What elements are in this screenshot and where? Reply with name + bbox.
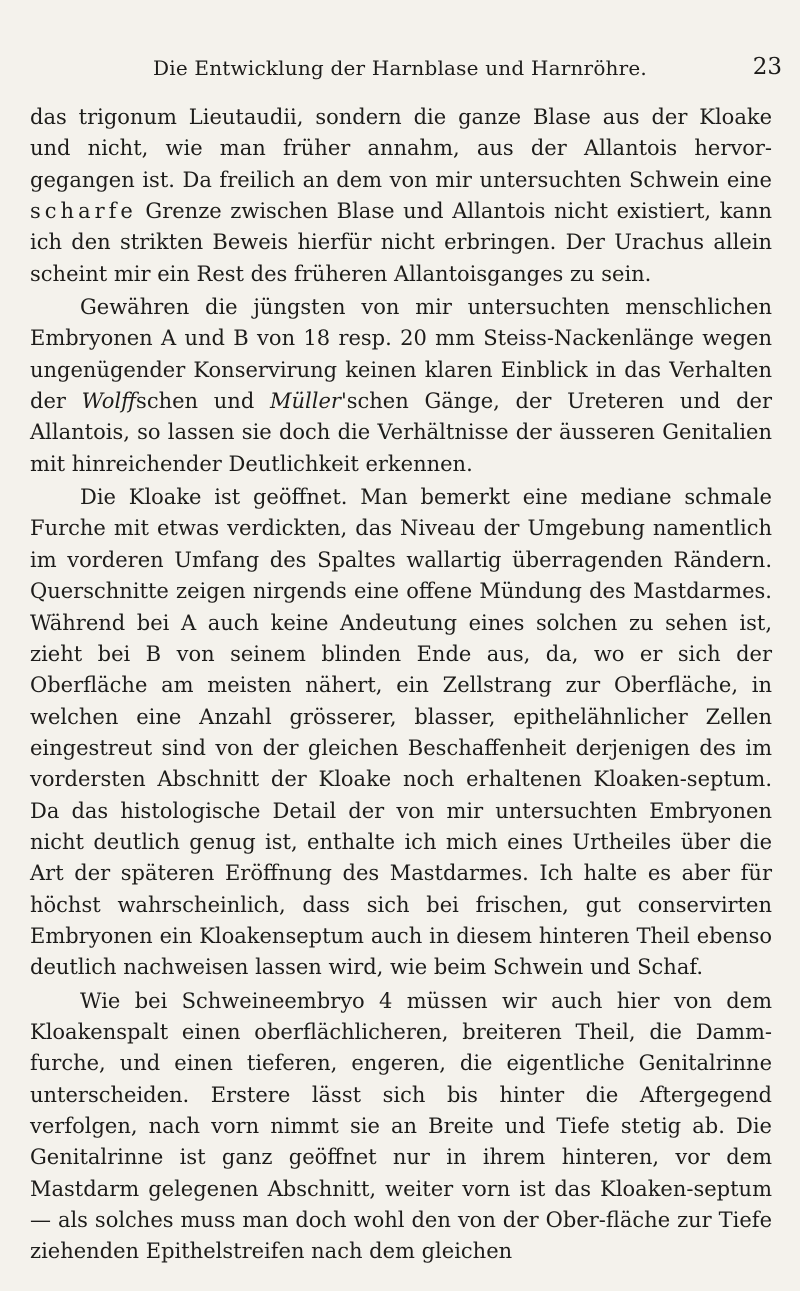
paragraph-2-name-mueller: Müller bbox=[270, 389, 341, 414]
paragraph-4: Wie bei Schweineembryo 4 müssen wir auch hier von dem Kloakenspalt einen oberflächlicheren, breiteren Theil, die Damm-furche, und einen tieferen, engeren, die eigentliche Genitalrinne unterscheiden. Erstere lässt sich bis hinter die Aftergegend verfolgen, nach vorn nimmt sie an Breite und Tiefe stetig ab. Die Genitalrinne ist ganz geöffnet nur in ihrem hinteren, vor dem Mastdarm gelegenen Abschnitt, weiter vorn ist das Kloaken-septum — als solches muss man doch wohl den von der Ober-fläche zur Tiefe ziehenden Epithelstreifen nach dem gleichen bbox=[30, 988, 772, 1264]
paragraph-1-text-a: das trigonum Lieutaudii, sondern die ganze Blase aus der Kloake und nicht, wie man früher annahm, aus der Allantois hervor-gegangen ist. Da freilich an dem von mir untersuchten Schwein eine bbox=[30, 105, 772, 192]
body-text bbox=[30, 102, 772, 1268]
running-head bbox=[0, 56, 800, 86]
page-number: 23 bbox=[752, 54, 782, 80]
paragraph-1 bbox=[30, 102, 772, 290]
paragraph-1-text-b: Grenze zwischen Blase und Allantois nicht existiert, kann ich den strikten Beweis hierfür nicht erbringen. Der Urachus allein scheint mir ein Rest des früheren Allantoisganges zu sein. bbox=[30, 199, 772, 286]
paragraph-2 bbox=[30, 292, 772, 480]
running-title: Die Entwicklung der Harnblase und Harnröhre. bbox=[152, 56, 647, 80]
paragraph-2-text-c: 'schen Gänge, der Ureteren und der Allantois, so lassen sie doch die Verhältnisse der äusseren Genitalien mit hinreichender Deutlichkeit erkennen. bbox=[30, 389, 773, 476]
paragraph-2-text-a: Gewähren die jüngsten von mir untersuchten menschlichen Embryonen A und B von 18 resp. 20 mm Steiss-Nackenlänge wegen ungenügender Konservirung keinen klaren Einblick in das Verhalten der bbox=[30, 295, 772, 414]
paragraph-2-text-b: schen und bbox=[136, 389, 270, 414]
paragraph-3: Die Kloake ist geöffnet. Man bemerkt eine mediane schmale Furche mit etwas verdickten, das Niveau der Umgebung namentlich im vorderen Umfang des Spaltes wallartig überragenden Rändern. Querschnitte zeigen nirgends eine offene Mündung des Mastdarmes. Während bei A auch keine Andeutung eines solchen zu sehen ist, zieht bei B von seinem blinden Ende aus, da, wo er sich der Oberfläche am meisten nähert, ein Zellstrang zur Oberfläche, in welchen eine Anzahl grösserer, blasser, epithelähnlicher Zellen eingestreut sind von der gleichen Beschaffenheit derjenigen des im vordersten Abschnitt der Kloake noch erhaltenen Kloaken-septum. Da das histologische Detail der von mir untersuchten Embryonen nicht deutlich genug ist, enthalte ich mich eines Urtheiles über die Art der späteren Eröffnung des Mastdarmes. Ich halte es aber für höchst wahrscheinlich, dass sich bei frischen, gut conservirten Embryonen ein Kloakenseptum auch in diesem hinteren Theil ebenso deutlich nachweisen lassen wird, wie beim Schwein und Schaf. bbox=[30, 485, 772, 980]
paragraph-1-emphasis: scharfe bbox=[30, 199, 137, 224]
paragraph-2-name-wolff: Wolff bbox=[81, 389, 137, 414]
